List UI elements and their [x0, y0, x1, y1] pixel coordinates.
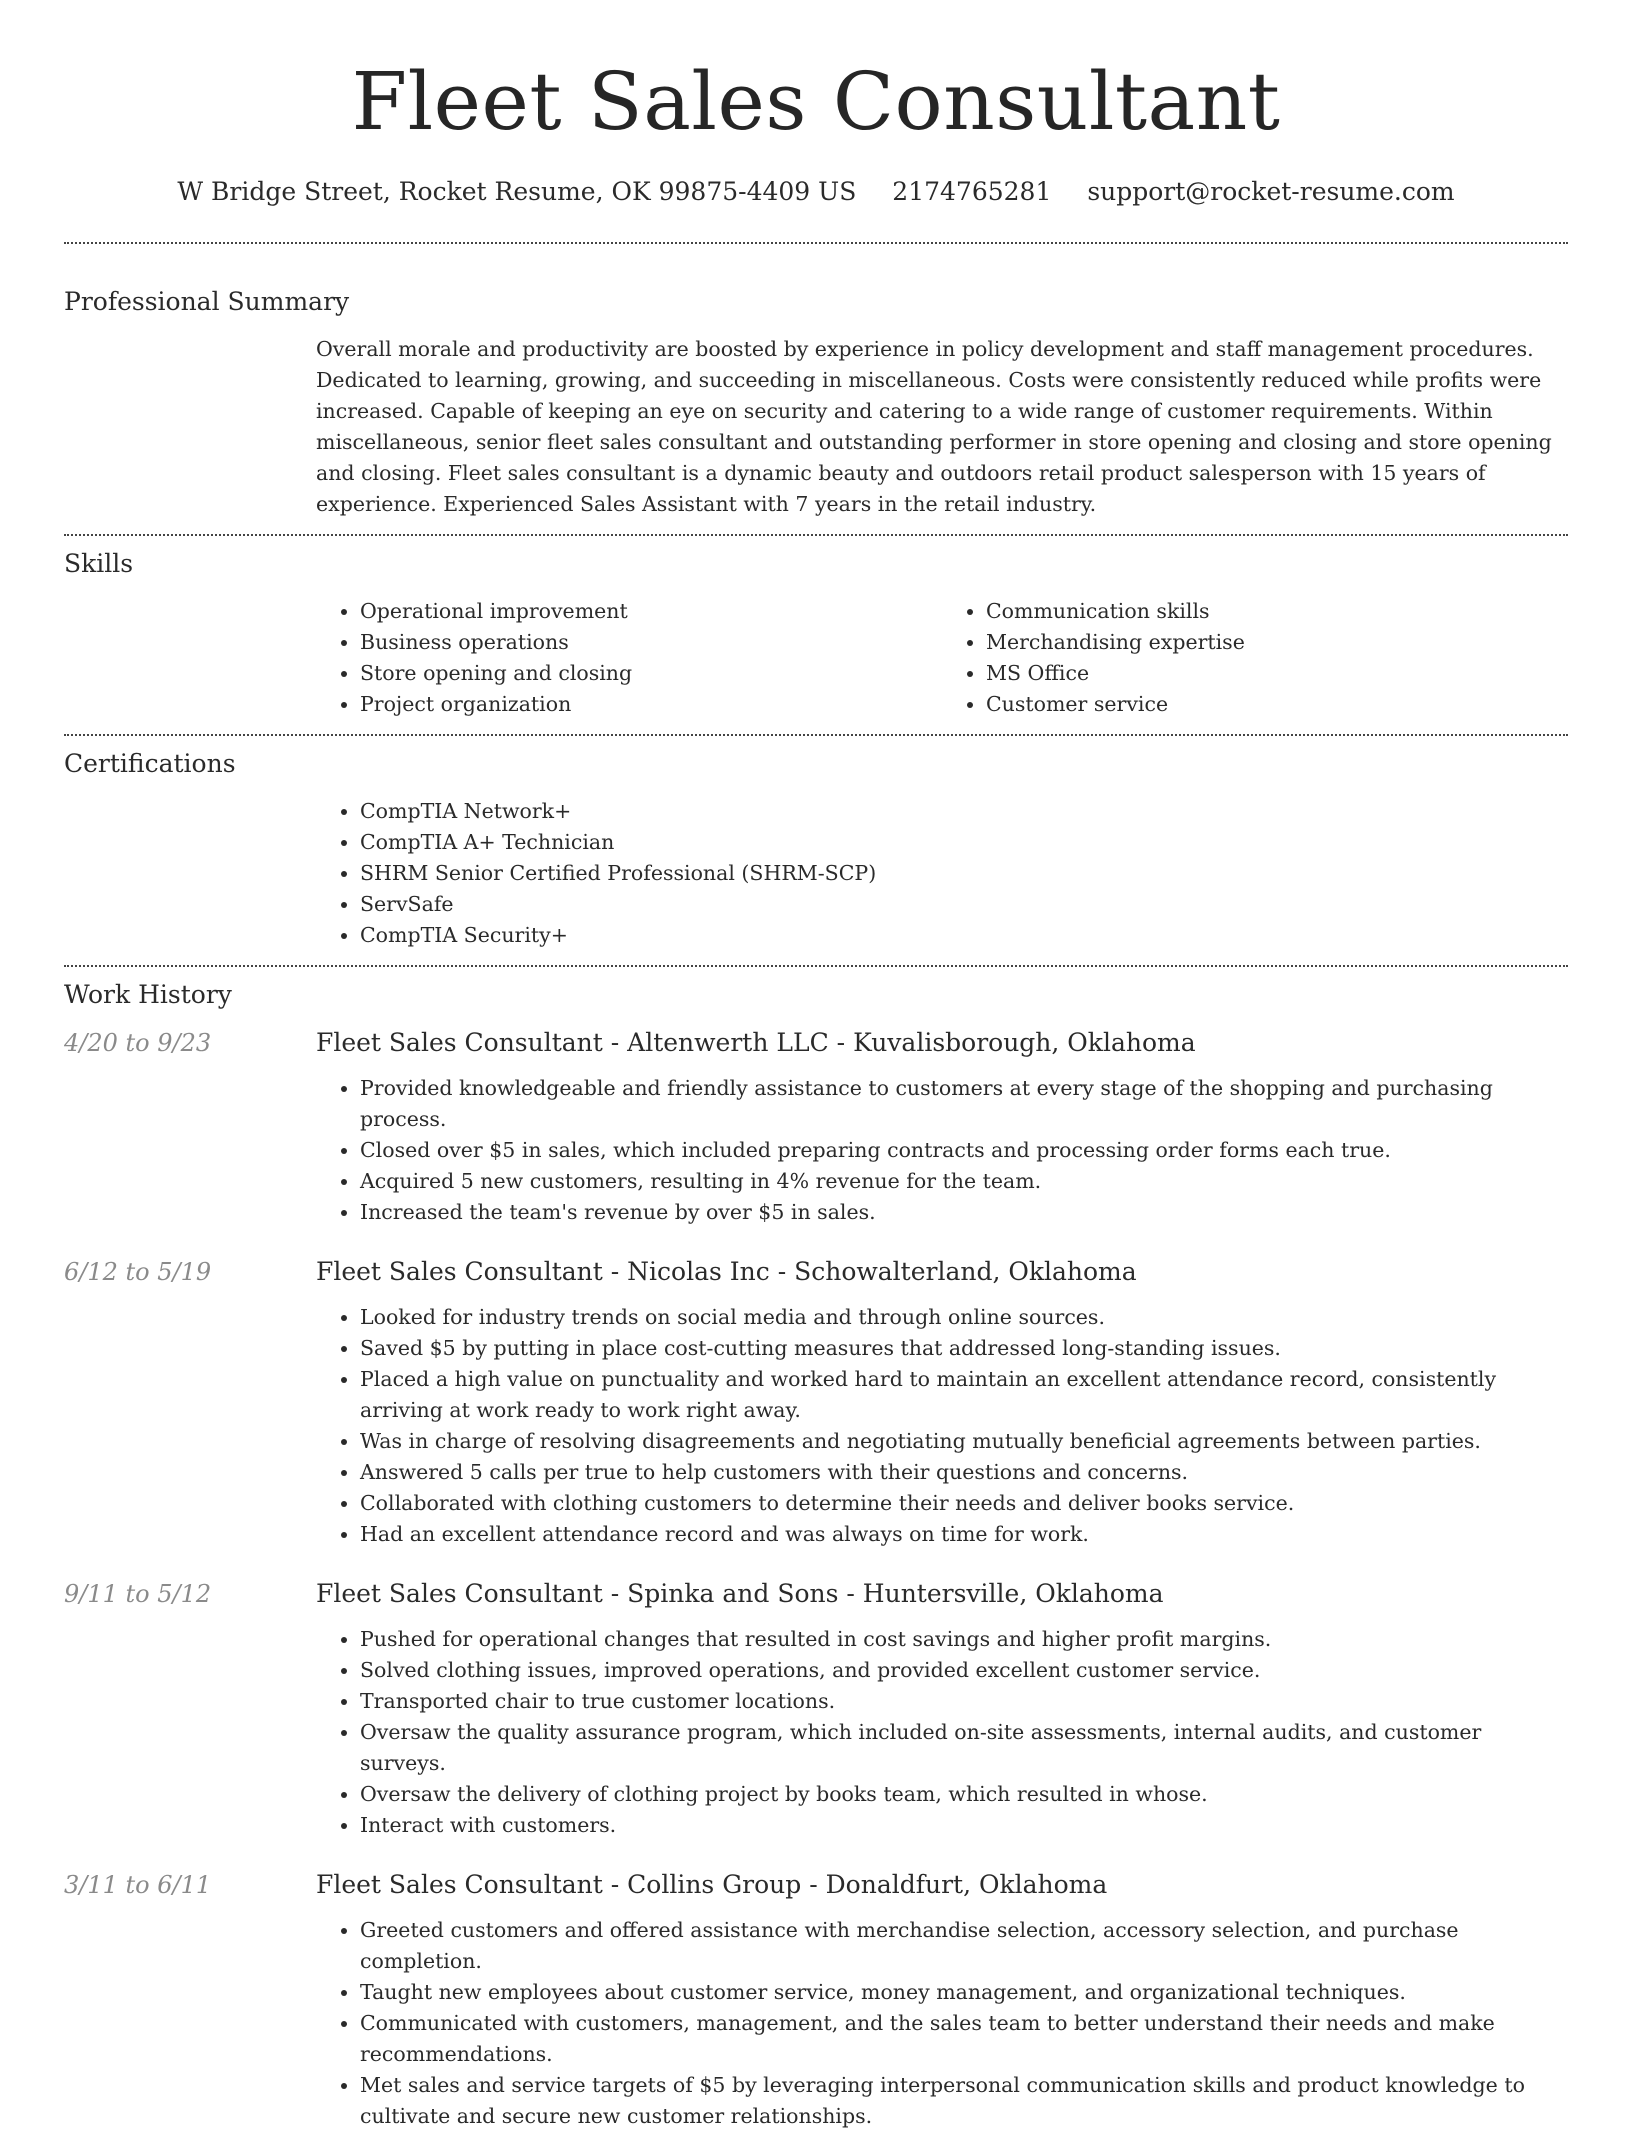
- contact-email: support@rocket-resume.com: [1087, 177, 1455, 206]
- skills-list-left: [316, 596, 942, 720]
- certification-item: • CompTIA Security+: [360, 920, 1568, 951]
- job-bullet: • Acquired 5 new customers, resulting in 4% revenue for the team.: [360, 1166, 1568, 1197]
- skill-item: • Store opening and closing: [360, 658, 942, 689]
- job-dates: 9/11 to 5/12: [64, 1580, 212, 1608]
- job-title: Fleet Sales Consultant - Nicolas Inc - Schowalterland, Oklahoma: [316, 1257, 1137, 1286]
- job-bullets: [316, 1302, 1568, 1550]
- job-dates: 6/12 to 5/19: [64, 1258, 212, 1286]
- skills-list-right: [942, 596, 1568, 720]
- job-dates: 3/11 to 6/11: [64, 1871, 212, 1899]
- certification-item: • ServSafe: [360, 889, 1568, 920]
- job-bullet: • Oversaw the quality assurance program, which included on-site assessments, internal audits, and customer surveys.: [360, 1717, 1568, 1779]
- summary-body: [316, 334, 1568, 520]
- job-bullet: • Was in charge of resolving disagreements and negotiating mutually beneficial agreements between parties.: [360, 1426, 1568, 1457]
- job-bullet: • Answered 5 calls per true to help customers with their questions and concerns.: [360, 1457, 1568, 1488]
- job-entry: [64, 1867, 1568, 2132]
- contact-line: [64, 174, 1568, 210]
- job-bullet: • Oversaw the delivery of clothing project by books team, which resulted in whose.: [360, 1779, 1568, 1810]
- job-body: [316, 1915, 1568, 2132]
- job-bullet: • Collaborated with clothing customers to determine their needs and deliver books service.: [360, 1488, 1568, 1519]
- contact-phone: 2174765281: [892, 177, 1052, 206]
- job-dates: 4/20 to 9/23: [64, 1029, 212, 1057]
- job-bullets: [316, 1073, 1568, 1228]
- job-bullet: • Transported chair to true customer locations.: [360, 1686, 1568, 1717]
- certification-item: • CompTIA A+ Technician: [360, 827, 1568, 858]
- section-title: Professional Summary: [64, 287, 350, 316]
- certifications-section: [64, 736, 1568, 965]
- job-bullet: • Pushed for operational changes that resulted in cost savings and higher profit margins.: [360, 1624, 1568, 1655]
- certification-item: • CompTIA Network+: [360, 796, 1568, 827]
- job-bullet: • Solved clothing issues, improved operations, and provided excellent customer service.: [360, 1655, 1568, 1686]
- contact-address: W Bridge Street, Rocket Resume, OK 99875-4409 US: [177, 177, 857, 206]
- skill-item: • Communication skills: [986, 596, 1568, 627]
- professional-summary-section: [64, 244, 1568, 534]
- skills-grid: [316, 596, 1568, 720]
- job-entry: [64, 1025, 1568, 1228]
- skill-item: • Customer service: [986, 689, 1568, 720]
- job-bullet: • Saved $5 by putting in place cost-cutting measures that addressed long-standing issues.: [360, 1333, 1568, 1364]
- job-title: Fleet Sales Consultant - Collins Group - Donaldfurt, Oklahoma: [316, 1870, 1108, 1899]
- job-bullet: • Looked for industry trends on social media and through online sources.: [360, 1302, 1568, 1333]
- skills-section: [64, 536, 1568, 734]
- job-bullet: • Closed over $5 in sales, which included preparing contracts and processing order forms each true.: [360, 1135, 1568, 1166]
- summary-text: Overall morale and productivity are boosted by experience in policy development and staff management procedures. Dedicated to learning, growing, and succeeding in miscellaneous. Costs were consistently reduced while profits were increased. Capable of keeping an eye on security and catering to a wide range of customer requirements. Within miscellaneous, senior fleet sales consultant and outstanding performer in store opening and closing and store opening and closing. Fleet sales consultant is a dynamic beauty and outdoors retail product salesperson with 15 years of experience. Experienced Sales Assistant with 7 years in the retail industry.: [316, 337, 1552, 516]
- section-title: Work History: [64, 980, 232, 1009]
- skill-item: • Business operations: [360, 627, 942, 658]
- job-bullets: [316, 1624, 1568, 1841]
- certification-item: • SHRM Senior Certified Professional (SHRM-SCP): [360, 858, 1568, 889]
- job-bullet: • Communicated with customers, management, and the sales team to better understand their needs and make recommendations.: [360, 2008, 1568, 2070]
- job-body: [316, 1073, 1568, 1228]
- job-entry: [64, 1254, 1568, 1550]
- section-title: Skills: [64, 549, 134, 578]
- job-entry: [64, 1576, 1568, 1841]
- job-bullet: • Greeted customers and offered assistance with merchandise selection, accessory selection, and purchase completion.: [360, 1915, 1568, 1977]
- certifications-body: [316, 796, 1568, 951]
- job-bullet: • Placed a high value on punctuality and worked hard to maintain an excellent attendance record, consistently arriving at work ready to work right away.: [360, 1364, 1568, 1426]
- job-bullet: • Met sales and service targets of $5 by leveraging interpersonal communication skills and product knowledge to cultivate and secure new customer relationships.: [360, 2070, 1568, 2132]
- section-title: Certifications: [64, 749, 236, 778]
- resume-name: Fleet Sales Consultant: [351, 55, 1281, 148]
- skill-item: • Operational improvement: [360, 596, 942, 627]
- job-title: Fleet Sales Consultant - Spinka and Sons - Huntersville, Oklahoma: [316, 1579, 1164, 1608]
- certifications-list: [316, 796, 1568, 951]
- skill-item: • Project organization: [360, 689, 942, 720]
- skill-item: • MS Office: [986, 658, 1568, 689]
- job-bullet: • Had an excellent attendance record and was always on time for work.: [360, 1519, 1568, 1550]
- job-title: Fleet Sales Consultant - Altenwerth LLC - Kuvalisborough, Oklahoma: [316, 1028, 1196, 1057]
- job-body: [316, 1624, 1568, 1841]
- job-bullet: • Interact with customers.: [360, 1810, 1568, 1841]
- job-bullet: • Provided knowledgeable and friendly assistance to customers at every stage of the shopping and purchasing process.: [360, 1073, 1568, 1135]
- job-bullet: • Taught new employees about customer service, money management, and organizational techniques.: [360, 1977, 1568, 2008]
- skill-item: • Merchandising expertise: [986, 627, 1568, 658]
- work-history-section: [64, 967, 1568, 2132]
- job-bullets: [316, 1915, 1568, 2132]
- job-bullet: • Increased the team's revenue by over $5 in sales.: [360, 1197, 1568, 1228]
- job-body: [316, 1302, 1568, 1550]
